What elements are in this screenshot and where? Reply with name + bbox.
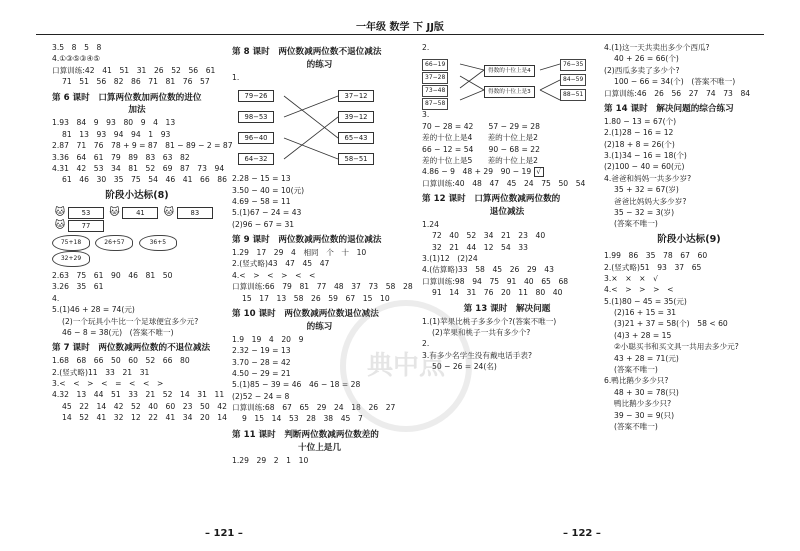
tag-box: 66−19: [422, 59, 448, 71]
left-boxes: [238, 90, 274, 165]
expr-box: 37−12: [338, 90, 374, 102]
text-line: 45 22 14 42 52 40 60 23 50 42: [62, 401, 227, 411]
text-line: 70 − 28 = 42 57 − 29 = 28: [422, 121, 540, 131]
text-line: (答案不唯一): [614, 365, 658, 375]
result-column: [560, 58, 594, 101]
lesson-6-subtitle: 加法: [128, 105, 146, 116]
text-line: (2)16 + 15 = 31: [614, 308, 677, 318]
result-box: 76−35: [560, 59, 586, 71]
cat-icon: 🐱: [163, 207, 175, 219]
text-line: 4.①③⑤③④⑤: [52, 54, 101, 64]
col1-lines-a: [52, 42, 222, 88]
text-line: 9 15 14 53 28 38 45 7: [242, 414, 363, 424]
text-line: (3)21 + 37 = 58(个) 58 < 60: [614, 319, 728, 329]
col4-lines-b: [604, 116, 774, 230]
text-line: 1.29 17 29 4 相同 个 十 10: [232, 248, 367, 258]
text-line: 2.(竖式略)43 47 45 47: [232, 259, 330, 269]
text-line: 61 46 30 35 75 54 46 41 66 86: [62, 175, 227, 185]
cat-number-box: 53: [68, 207, 104, 219]
text-line: (2)西瓜多卖了多少个?: [604, 65, 680, 75]
text-line: 1.9 19 4 20 9: [232, 334, 304, 344]
watermark-text: 典中点: [366, 351, 445, 381]
col1-lines-d: [52, 355, 227, 423]
cat-number-box: 41: [122, 207, 158, 219]
matching-figure-1: [232, 86, 407, 170]
text-line: (答案不唯一): [614, 422, 658, 431]
text-line: 口算训练:46 26 56 27 74 73 84: [604, 88, 751, 98]
page-number-right: – 122 –: [563, 528, 601, 539]
col3-lines-b: [422, 219, 592, 299]
text-line: 72 40 52 34 21 23 40: [432, 231, 546, 241]
result-box: 84−59: [560, 74, 586, 86]
text-line: 4.32 13 44 51 33 21 52 14 31 11: [52, 390, 225, 400]
text-line: 2.28 − 15 = 13: [232, 174, 291, 184]
text-line: 1.(1)苹果比桃子多多少个?(答案不唯一): [422, 316, 557, 326]
text-line: 2.87 71 76 78 + 9 = 87 81 − 89 − 2 = 87: [52, 141, 233, 151]
lesson-10-title: 第 10 课时 两位数减两位数退位减法: [232, 308, 379, 319]
text-line: 爸爸比妈妈大多少岁?: [614, 196, 687, 206]
text-line: 1.93 84 9 93 80 9 4 13: [52, 118, 176, 128]
text-line: 1.68 68 66 50 60 52 66 80: [52, 356, 190, 366]
fish-icon: 26+57: [95, 235, 133, 251]
expr-box: 64−32: [238, 153, 274, 165]
text-line: 81 13 93 94 94 1 93: [62, 129, 171, 139]
text-line: 32 21 44 12 54 33: [432, 242, 528, 252]
tag-column: [422, 58, 456, 110]
text-line: 5.(1)80 − 45 = 35(元): [604, 296, 687, 306]
lesson-7-title: 第 7 课时 两位数减两位数的不退位减法: [52, 343, 211, 354]
text-line: 91 14 31 76 20 11 80 40: [432, 288, 563, 298]
lesson-8-subtitle: 的练习: [306, 59, 333, 70]
text-line: (2)96 − 67 = 31: [232, 219, 295, 229]
column-1: [52, 42, 233, 424]
text-line: (2)一个玩具小牛比一个足球便宜多少元?: [62, 316, 199, 326]
cat-number-box: 83: [177, 207, 213, 219]
text-line: 差的十位上是4 差的十位上是2: [422, 133, 538, 143]
text-line: 1.80 − 13 = 67(个): [604, 116, 677, 126]
text-line: 6.鸭比鹅少多少只?: [604, 376, 669, 386]
text-line: 15 17 13 58 26 59 67 15 10: [242, 293, 390, 303]
lesson-12-subtitle: 退位减法: [489, 207, 525, 218]
lesson-14-title: 第 14 课时 解决问题的综合练习: [604, 103, 734, 114]
mid-label: 得数的十位上是3: [484, 86, 535, 98]
cat-icon: 🐱: [109, 207, 120, 219]
text-line: 4.< > < > < <: [232, 270, 316, 280]
expr-box: 98−53: [238, 111, 274, 123]
tag-box: 73−48: [422, 85, 448, 97]
text-line: 71 51 56 82 86 71 81 76 57: [62, 77, 210, 87]
col3-lines-a: [422, 109, 592, 166]
col4-lines-c: [604, 250, 774, 432]
stage-9-title: 阶段小达标(9): [657, 233, 721, 245]
text-line: 3.70 − 28 = 42: [232, 357, 291, 367]
cat-figure: [52, 206, 222, 232]
matching-figure-2: [422, 56, 592, 106]
text-line: 50 − 26 = 24(名): [432, 362, 497, 372]
text-line: 40 + 26 = 66(个): [614, 54, 679, 64]
text-line: 4.(估算略)33 58 45 26 29 43: [422, 265, 554, 275]
col4-lines-a: [604, 42, 774, 99]
mid-label: 得数的十位上是4: [484, 65, 535, 77]
col1-lines-c: [52, 270, 222, 338]
fish-icon: 75+18: [52, 235, 90, 251]
text-line: 3.< < > < = < < >: [52, 379, 164, 389]
expr-box: 39−12: [338, 111, 374, 123]
text-line: 35 + 32 = 67(岁): [614, 185, 679, 195]
text-line: 3.5 8 5 8: [52, 43, 102, 52]
text-line: 39 − 30 = 9(只): [614, 410, 675, 420]
text-line: 14 52 41 32 12 22 41 34 20 14: [62, 413, 227, 423]
text-line: 5.(1)85 − 39 = 46 46 − 18 = 28: [232, 380, 361, 390]
text-line: 43 + 28 = 71(元): [614, 353, 679, 363]
fish-icon: 32+29: [52, 251, 90, 267]
col1-lines-b: [52, 117, 233, 185]
result-box: 88−51: [560, 89, 586, 101]
text-line: (答案不唯一): [614, 219, 658, 229]
text-line: 46 − 8 = 38(元) (答案不唯一): [62, 328, 174, 338]
check-line: [422, 166, 592, 177]
text-line: 差的十位上是5 差的十位上是2: [422, 155, 538, 165]
text-line: 2.(竖式略)11 33 21 31: [52, 367, 150, 377]
text-line: 3.(1)34 − 16 = 18(个): [604, 151, 687, 161]
fish-icon: 36+5: [139, 235, 177, 251]
text-line: 鸭比鹅少多少只?: [614, 399, 672, 409]
text-line: 5.(1)46 + 28 = 74(元): [52, 305, 135, 315]
page-number-left: – 121 –: [205, 528, 243, 539]
text-line: 3.(1)12 (2)24: [422, 254, 478, 264]
text-line: 3.× × × √: [604, 273, 658, 283]
text-line: 4.31 42 53 34 81 52 69 87 73 94: [52, 163, 225, 173]
text-line: 2.32 − 19 = 13: [232, 346, 291, 356]
text-line: 3.50 − 40 = 10(元): [232, 185, 305, 195]
text-line: 3.: [422, 110, 430, 120]
expr-box: 79−26: [238, 90, 274, 102]
text-line: (2)100 − 40 = 60(元): [604, 162, 685, 172]
cat-icon: 🐱: [54, 207, 66, 219]
text-line: 48 + 30 = 78(只): [614, 387, 679, 397]
fig2-label: 2.: [422, 43, 430, 52]
text-line: (2)52 − 24 = 8: [232, 391, 290, 401]
right-boxes: [338, 90, 374, 165]
text-line: 3.26 35 61: [52, 282, 104, 292]
lesson-10-subtitle: 的练习: [306, 321, 333, 332]
lesson-8-title: 第 8 课时 两位数减两位数不退位减法: [232, 47, 382, 57]
text-line: 4.69 − 58 = 11: [232, 196, 291, 206]
cat-icon: 🐱: [54, 220, 66, 232]
text-line: (4)3 + 28 = 15: [614, 330, 672, 340]
text-line: 口算训练:42 41 51 31 26 52 56 61: [52, 65, 216, 75]
tag-box: 87−58: [422, 98, 448, 110]
text-line: 100 − 66 = 34(个) (答案不唯一): [614, 77, 736, 87]
cat-number-box: 77: [68, 220, 104, 232]
text-line: 2.(竖式略)51 93 37 65: [604, 262, 702, 272]
text-line: 口算训练:98 94 75 91 40 65 68: [422, 276, 569, 286]
stage-8-title: 阶段小达标(8): [105, 189, 169, 201]
text-line: 4.爸爸和妈妈一共多少岁?: [604, 173, 692, 183]
text-line: 4.(1)这一天共卖出多少个西瓜?: [604, 43, 710, 52]
text-line: 35 − 32 = 3(岁): [614, 207, 675, 217]
lesson-9-title: 第 9 课时 两位数减两位数的退位减法: [232, 235, 382, 246]
expr-box: 96−40: [238, 132, 274, 144]
text-line: 5.(1)67 − 24 = 43: [232, 208, 302, 218]
expr-box: 65−43: [338, 132, 374, 144]
tag-box: 37−28: [422, 72, 448, 84]
text-line: (2)苹果和桃子一共有多少个?: [432, 327, 531, 337]
page-header: 一年级 数学 下 JJ版: [356, 22, 444, 33]
checkmark-icon: √: [534, 167, 544, 177]
text-line: 4.: [52, 293, 60, 303]
lesson-13-title: 第 13 课时 解决问题: [463, 303, 551, 314]
text-line: 1.99 86 35 78 67 60: [604, 251, 708, 261]
text-line: 2.63 75 61 90 46 81 50: [52, 271, 173, 281]
text-line: 4.< > > > <: [604, 285, 674, 295]
text-line: 2.(1)28 − 16 = 12: [604, 128, 674, 138]
text-line: 口算训练:66 79 81 77 48 37 73 58 28: [232, 282, 413, 292]
text-line: 66 − 12 = 54 90 − 68 = 22: [422, 144, 540, 154]
check-line-text: 4.86 − 9 48 + 29 90 − 19: [422, 167, 532, 177]
text-line: 4.50 − 29 = 21: [232, 368, 291, 378]
text-line: 1.29 29 2 1 10: [232, 455, 309, 465]
fish-figure: [52, 235, 222, 267]
text-line: 2.: [422, 339, 430, 349]
header-rule: [36, 34, 764, 35]
expr-box: 58−51: [338, 153, 374, 165]
watermark-logo: [340, 300, 472, 432]
lesson-12-title: 第 12 课时 口算两位数减两位数的: [422, 194, 561, 205]
col2-lines-b: [232, 247, 413, 304]
lesson-11-subtitle: 十位上是几: [298, 442, 341, 453]
fig1-label: 1.: [232, 72, 240, 82]
text-line: 口算训练:40 48 47 45 24 75 50 54: [422, 178, 586, 188]
text-line: 1.24: [422, 219, 439, 229]
mid-label-column: [484, 64, 535, 98]
lesson-6-title: 第 6 课时 口算两位数加两位数的进位: [52, 92, 202, 103]
col2-lines-a: [232, 173, 407, 230]
text-line: (2)18 + 8 = 26(个): [604, 139, 675, 149]
text-line: ②小聪买书和买文具一共用去多少元?: [614, 342, 739, 352]
text-line: 3.有多少名学生没有戴电话手表?: [422, 350, 532, 360]
column-4: [604, 42, 774, 432]
lesson-11-title: 第 11 课时 判断两位数减两位数差的: [232, 429, 379, 440]
text-line: 口算训练:68 67 65 29 24 18 26 27: [232, 403, 396, 413]
text-line: 3.36 64 61 79 89 83 63 82: [52, 152, 190, 162]
